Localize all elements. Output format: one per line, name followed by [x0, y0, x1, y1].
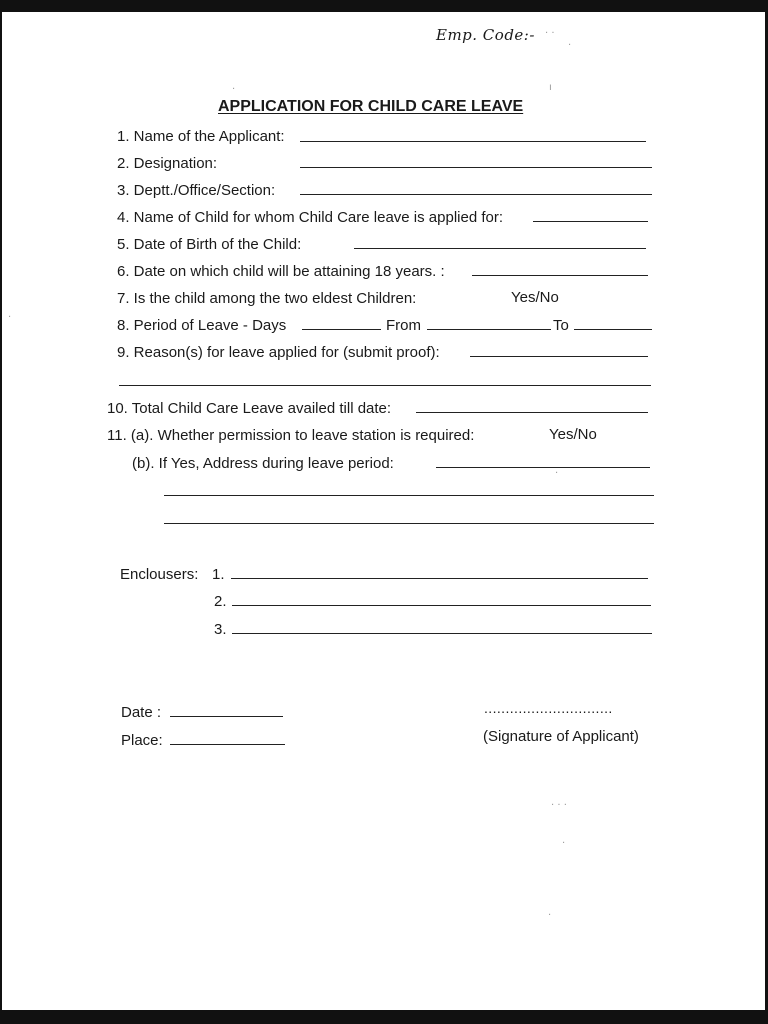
q10-label: 10. Total Child Care Leave availed till date: [107, 400, 392, 417]
enclosure-number-1: 1. [212, 566, 225, 583]
scan-noise-speck: · [562, 838, 566, 849]
date-field[interactable] [170, 716, 283, 717]
signature-line[interactable]: .............................. [484, 700, 613, 716]
q5-label: 5. Date of Birth of the Child: [117, 236, 302, 253]
leave-days-field[interactable] [302, 329, 381, 330]
leave-availed-field[interactable] [416, 412, 648, 413]
q3-label: 3. Deptt./Office/Section: [117, 182, 276, 199]
place-label: Place: [121, 732, 163, 749]
q11b-label: (b). If Yes, Address during leave period: [132, 455, 394, 472]
leave-address-field[interactable] [436, 467, 650, 468]
emp-code-label: Emp. Code:- [436, 26, 535, 44]
q8-to-label: To [553, 317, 569, 334]
leave-to-field[interactable] [574, 329, 652, 330]
scan-noise-speck: · [8, 312, 12, 323]
scan-noise-speck: · · [545, 28, 555, 39]
q9-label: 9. Reason(s) for leave applied for (submit proof): [117, 344, 440, 361]
q6-label: 6. Date on which child will be attaining 18 years. : [117, 263, 445, 280]
q1-label: 1. Name of the Applicant: [117, 128, 285, 145]
q7-label: 7. Is the child among the two eldest Children: [117, 290, 417, 307]
date-label: Date : [121, 704, 162, 721]
child-18-date-field[interactable] [472, 275, 648, 276]
q2-label: 2. Designation: [117, 155, 218, 172]
q11a-label: 11. (a). Whether permission to leave station is required: [107, 427, 475, 444]
scan-noise-speck: · [548, 910, 552, 921]
enclosures-label: Enclousers: [120, 566, 199, 583]
child-name-field[interactable] [533, 221, 648, 222]
enclosure-3-field[interactable] [232, 633, 652, 634]
child-dob-field[interactable] [354, 248, 646, 249]
scan-noise-speck: · · · [551, 800, 567, 811]
eldest-children-yes-no[interactable]: Yes/No [511, 289, 559, 306]
scan-noise-speck: · [568, 40, 572, 51]
enclosure-1-field[interactable] [231, 578, 648, 579]
leave-address-field-line-2[interactable] [164, 495, 654, 496]
enclosure-number-2: 2. [214, 593, 227, 610]
q4-label: 4. Name of Child for whom Child Care leave is applied for: [117, 209, 504, 226]
leave-reason-field[interactable] [470, 356, 648, 357]
leave-address-field-line-3[interactable] [164, 523, 654, 524]
form-title: APPLICATION FOR CHILD CARE LEAVE [218, 98, 524, 115]
leave-from-field[interactable] [427, 329, 551, 330]
enclosure-2-field[interactable] [232, 605, 651, 606]
applicant-name-field[interactable] [300, 141, 646, 142]
q8-from-label: From [386, 317, 421, 334]
place-field[interactable] [170, 744, 285, 745]
scan-noise-speck: · [232, 84, 236, 95]
enclosure-number-3: 3. [214, 621, 227, 638]
signature-label: (Signature of Applicant) [483, 728, 639, 745]
department-field[interactable] [300, 194, 652, 195]
scan-noise-speck: · [555, 468, 559, 479]
scan-noise-speck: ı [549, 82, 552, 93]
q8-label: 8. Period of Leave - Days [117, 317, 287, 334]
leave-reason-field-line-2[interactable] [119, 385, 651, 386]
designation-field[interactable] [300, 167, 652, 168]
leave-station-yes-no[interactable]: Yes/No [549, 426, 597, 443]
